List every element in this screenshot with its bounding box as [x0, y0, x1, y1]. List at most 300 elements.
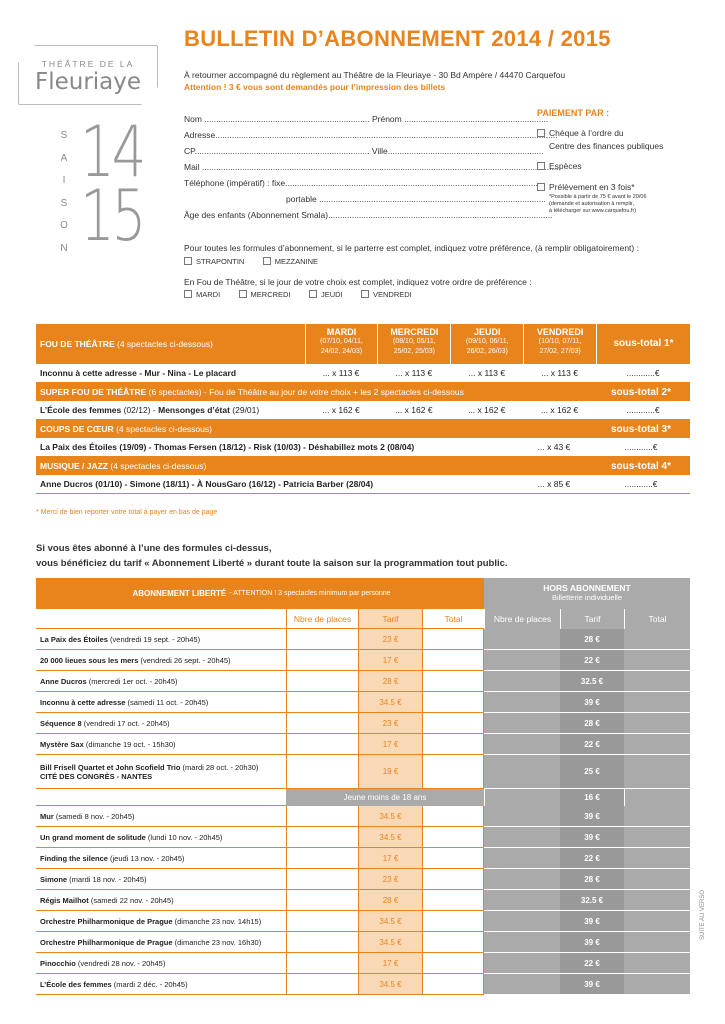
super-vendredi-qty[interactable]: ... x 162 € [540, 405, 579, 415]
prelevement-checkbox[interactable] [537, 183, 545, 191]
spectacle-cell [36, 974, 286, 995]
spectacle-cell [36, 911, 286, 932]
spectacle-cell [36, 713, 286, 734]
vendredi-label: VENDREDI [536, 327, 584, 337]
tarif-hors: 28 € [560, 629, 624, 650]
spectacle-date: (mercredi 1er oct. - 20h45) [86, 676, 178, 686]
saison-vertical [58, 125, 70, 260]
sous-total-3-label: sous-total 3* [610, 423, 671, 435]
hors-places-input[interactable] [484, 713, 560, 734]
coups-title-cell [36, 424, 592, 434]
day-label: MERCREDI [250, 290, 291, 299]
mardi-label: MARDI [326, 327, 357, 337]
hors-places-input[interactable] [484, 953, 560, 974]
tarif-liberte: 17 € [358, 734, 422, 755]
col-hors-total: Total [624, 609, 690, 629]
jeune-tarif: 16 € [560, 789, 624, 806]
mardi-checkbox[interactable] [184, 290, 192, 298]
tarif-hors: 22 € [560, 953, 624, 974]
table-row [36, 734, 690, 755]
sous-total-1-field[interactable]: ............€ [626, 368, 660, 378]
total-input[interactable] [422, 629, 484, 650]
places-input[interactable] [286, 806, 358, 827]
cp-field[interactable]: CP.......................................................................... Ville.................................................................. [184, 146, 544, 156]
saison-letter: N [60, 242, 68, 254]
mercredi-checkbox[interactable] [239, 290, 247, 298]
vendredi-header [523, 324, 596, 364]
spectacle-date: (mardi 2 déc. - 20h45) [111, 979, 188, 989]
portable-field[interactable]: portable ................................................................................................ [286, 194, 546, 204]
spectacle-name: Régis Mailhot [40, 895, 89, 905]
fou-mardi-qty[interactable]: ... x 113 € [322, 368, 360, 378]
spectacle-name: Inconnu à cette adresse [40, 697, 126, 707]
spectacle-name: Mur [40, 811, 54, 821]
tarif-liberte: 19 € [358, 755, 422, 789]
sous-total-3-field[interactable]: ............€ [624, 442, 658, 452]
mardi-dates-2: 24/02, 24/03) [320, 348, 363, 355]
tarif-hors: 39 € [560, 806, 624, 827]
spectacle-cell [36, 671, 286, 692]
col-hors-tarif: Tarif [560, 609, 624, 629]
day-option-vendredi[interactable] [361, 290, 412, 299]
musique-title: MUSIQUE / JAZZ [40, 461, 109, 471]
table-row [36, 671, 690, 692]
hors-total-input[interactable] [624, 806, 690, 827]
spectacle-cell [36, 953, 286, 974]
col-places: Nbre de places [286, 609, 358, 629]
spectacle-name: Anne Ducros [40, 676, 87, 686]
spectacle-name: L’École des femmes [40, 405, 122, 415]
total-input[interactable] [422, 890, 484, 911]
table-row [36, 869, 690, 890]
mezzanine-option[interactable] [263, 257, 318, 266]
super-fou-title: SUPER FOU DE THÉÂTRE [40, 387, 147, 397]
places-input[interactable] [286, 755, 358, 789]
hors-places-input[interactable] [484, 755, 560, 789]
day-option-mardi[interactable] [184, 290, 220, 299]
mercredi-label: MERCREDI [390, 327, 439, 337]
hors-places-input[interactable] [484, 734, 560, 755]
tarif-liberte: 34.5 € [358, 974, 422, 995]
fou-header-name [36, 339, 305, 349]
total-input[interactable] [422, 806, 484, 827]
table-row [36, 650, 690, 671]
tarif-hors: 25 € [560, 755, 624, 789]
jour-preference-text: En Fou de Théâtre, si le jour de votre choix est complet, indiquez votre ordre de préférence : [184, 277, 532, 287]
jeune-places-input[interactable] [484, 789, 560, 806]
tarif-liberte: 28 € [358, 671, 422, 692]
places-input[interactable] [286, 671, 358, 692]
table-row [36, 848, 690, 869]
musique-jazz-bar [36, 457, 690, 475]
tarif-liberte: 28 € [358, 890, 422, 911]
fou-spectacles: Inconnu à cette adresse - Mur - Nina - Le placard [40, 368, 237, 378]
col-total: Total [422, 609, 484, 629]
total-input[interactable] [422, 932, 484, 953]
prelevement-note: à télécharger sur www.carquefou.fr) [549, 208, 637, 214]
jeune-row [36, 789, 690, 806]
spectacle-date: (samedi 8 nov. - 20h45) [53, 811, 135, 821]
spectacle-date: (samedi 11 oct. - 20h45) [125, 697, 209, 707]
jeudi-checkbox[interactable] [309, 290, 317, 298]
hors-total-input[interactable] [624, 650, 690, 671]
spectacle-date: (dimanche 23 nov. 14h15) [172, 916, 262, 926]
fou-vendredi-qty[interactable]: ... x 113 € [541, 368, 578, 378]
hors-abonnement-header [484, 578, 690, 609]
super-fou-subtitle: (6 spectacles) - Fou de Théâtre au jour de votre choix + les 2 spectacles ci-dessous [148, 387, 464, 397]
strapontin-checkbox[interactable] [184, 257, 192, 265]
tarif-hors: 22 € [560, 734, 624, 755]
table-row [36, 692, 690, 713]
sous-total-2-label: sous-total 2* [610, 386, 671, 398]
coups-subtitle: (4 spectacles ci-dessous) [116, 424, 212, 434]
spectacle-venue: CITÉ DES CONGRÈS - NANTES [40, 771, 153, 781]
payment-title: PAIEMENT PAR : [537, 108, 610, 118]
sous-total-1-label: sous-total 1* [596, 324, 690, 364]
suite-au-verso: SUITE AU VERSO [700, 889, 706, 940]
formules-table [36, 324, 690, 494]
coups-qty[interactable]: ... x 43 € [537, 442, 571, 452]
places-input[interactable] [286, 869, 358, 890]
places-input[interactable] [286, 827, 358, 848]
places-input[interactable] [286, 890, 358, 911]
mardi-dates: (07/10, 04/11, [320, 338, 363, 345]
liberte-intro-2: vous bénéficiez du tarif « Abonnement Liberté » durant toute la saison sur la programmation tout public. [36, 558, 508, 569]
places-input[interactable] [286, 932, 358, 953]
musique-spectacles: Anne Ducros (01/10) - Simone (18/11) - À NousGaro (16/12) - Patricia Barber (28/04) [40, 479, 374, 489]
spectacle-date: (lundi 10 nov. - 20h45) [145, 832, 223, 842]
hors-total-input[interactable] [624, 974, 690, 995]
spectacle-cell [36, 629, 286, 650]
jeune-spacer [36, 789, 286, 806]
mezzanine-label: MEZZANINE [274, 257, 319, 266]
table-row [36, 713, 690, 734]
hors-places-input[interactable] [484, 869, 560, 890]
sous-total-4-field[interactable]: ............€ [624, 479, 658, 489]
logo-line2: Fleuriaye [34, 69, 142, 95]
coups-de-coeur-bar [36, 420, 690, 438]
spectacle-cell [36, 755, 286, 789]
spectacle-date: (dimanche 19 oct. - 15h30) [83, 739, 176, 749]
mercredi-dates: (08/10, 05/11, [392, 338, 436, 345]
hors-total-input[interactable] [624, 629, 690, 650]
hors-total-input[interactable] [624, 671, 690, 692]
spectacle-name: La Paix des Étoiles [40, 634, 108, 644]
fou-jeudi-qty[interactable]: ... x 113 € [468, 368, 506, 378]
telephone-field[interactable]: Téléphone (impératif) : fixe........................................................................................................... [184, 178, 538, 188]
total-input[interactable] [422, 755, 484, 789]
total-input[interactable] [422, 953, 484, 974]
fou-subtitle: (4 spectacles ci-dessous) [117, 339, 213, 349]
liberte-title: ABONNEMENT LIBERTÉ [132, 589, 227, 598]
tarif-hors: 28 € [560, 869, 624, 890]
spectacle-cell [36, 869, 286, 890]
table-row [36, 911, 690, 932]
hors-places-input[interactable] [484, 671, 560, 692]
liberte-subtitle: - ATTENTION ! 3 spectacles minimum par personne [229, 590, 391, 597]
places-input[interactable] [286, 629, 358, 650]
places-input[interactable] [286, 692, 358, 713]
table-row [36, 932, 690, 953]
table-row [36, 953, 690, 974]
hors-total-input[interactable] [624, 848, 690, 869]
intro-warning: Attention ! 3 € vous sont demandés pour l’impression des billets [184, 82, 446, 92]
jeudi-dates-2: 26/02, 26/03) [466, 348, 508, 355]
fou-row [36, 364, 690, 383]
table-row [36, 827, 690, 848]
spectacle-cell [36, 734, 286, 755]
payment-cheque[interactable] [537, 127, 663, 153]
places-input[interactable] [286, 974, 358, 995]
hors-places-input[interactable] [484, 974, 560, 995]
super-mercredi-qty[interactable]: ... x 162 € [395, 405, 433, 415]
tarif-liberte: 17 € [358, 848, 422, 869]
super-fou-spectacles [36, 405, 305, 415]
hors-subtitle: Billetterie individuelle [551, 593, 623, 602]
table-row [36, 890, 690, 911]
tarif-hors: 39 € [560, 974, 624, 995]
nom-field[interactable]: Nom ...................................................................... Prénom ............................................................. [184, 114, 549, 124]
tarif-hors: 22 € [560, 848, 624, 869]
mercredi-header [377, 324, 450, 364]
tarif-hors: 32.5 € [560, 890, 624, 911]
hors-places-input[interactable] [484, 629, 560, 650]
cheque-checkbox[interactable] [537, 129, 545, 137]
column-header-row [36, 609, 690, 629]
payment-prelevement[interactable] [537, 181, 647, 215]
strapontin-label: STRAPONTIN [196, 257, 245, 266]
parterre-options [184, 256, 334, 266]
spectacle-name: 20 000 lieues sous les mers [40, 655, 139, 665]
spectacle-date: (02/12) - [121, 405, 159, 415]
vendredi-checkbox[interactable] [361, 290, 369, 298]
day-label: VENDREDI [372, 290, 412, 299]
places-input[interactable] [286, 911, 358, 932]
jeune-total-input[interactable] [624, 789, 690, 806]
spectacle-cell [36, 890, 286, 911]
spectacle-cell [36, 806, 286, 827]
fou-header-row [36, 324, 690, 364]
total-input[interactable] [422, 848, 484, 869]
spectacle-cell [36, 692, 286, 713]
spectacle-date: (vendredi 17 oct. - 20h45) [81, 718, 170, 728]
payment-especes[interactable] [537, 160, 582, 173]
age-enfants-field[interactable]: Âge des enfants (Abonnement Smala)............................................................................................... [184, 210, 553, 220]
jeudi-label: JEUDI [473, 327, 501, 337]
mardi-header [305, 324, 378, 364]
especes-checkbox[interactable] [537, 162, 545, 170]
musique-subtitle: (4 spectacles ci-dessous) [110, 461, 207, 471]
spectacle-date: (jeudi 13 nov. - 20h45) [107, 853, 185, 863]
tarif-liberte: 23 € [358, 869, 422, 890]
hors-places-input[interactable] [484, 827, 560, 848]
prelevement-note: (demande et autorisation à remplir, [549, 201, 634, 207]
tarif-hors: 39 € [560, 911, 624, 932]
spectacle-name: Séquence 8 [40, 718, 82, 728]
saison-letter: S [60, 197, 68, 209]
strapontin-option[interactable] [184, 257, 244, 266]
day-option-jeudi[interactable] [309, 290, 343, 299]
spectacle-date: (mardi 18 nov. - 20h45) [67, 874, 147, 884]
tarif-liberte: 17 € [358, 953, 422, 974]
year-top: 14 [80, 111, 144, 193]
liberte-header [36, 578, 484, 609]
spectacle-cell [36, 932, 286, 953]
vendredi-dates: (10/10, 07/11, [538, 338, 582, 345]
col-hors-places: Nbre de places [484, 609, 560, 629]
season-years [80, 111, 144, 257]
saison-letter: O [60, 220, 68, 231]
logo-line1: THÉÂTRE DE LA [41, 59, 135, 69]
hors-total-input[interactable] [624, 713, 690, 734]
hors-places-input[interactable] [484, 890, 560, 911]
musique-title-cell [36, 461, 592, 471]
spectacle-name: Simone [40, 874, 68, 884]
hors-places-input[interactable] [484, 848, 560, 869]
spectacle-date: (29/01) [229, 405, 260, 415]
super-fou-bar [36, 383, 690, 401]
tarif-hors: 39 € [560, 827, 624, 848]
tarif-liberte: 34.5 € [358, 692, 422, 713]
tarif-hors: 28 € [560, 713, 624, 734]
total-input[interactable] [422, 869, 484, 890]
parterre-preference-text: Pour toutes les formules d’abonnement, si le parterre est complet, indiquez votre préférence, (à remplir obligatoirement) : [184, 243, 639, 253]
hors-total-input[interactable] [624, 953, 690, 974]
spectacle-date: (vendredi 19 sept. - 20h45) [107, 634, 201, 644]
tarif-liberte: 23 € [358, 629, 422, 650]
musique-qty[interactable]: ... x 85 € [537, 479, 571, 489]
liberte-intro-1: Si vous êtes abonné à l’une des formules ci-dessus, [36, 543, 272, 554]
day-label: JEUDI [320, 290, 343, 299]
tarif-hors: 39 € [560, 932, 624, 953]
total-input[interactable] [422, 692, 484, 713]
tarif-hors: 32.5 € [560, 671, 624, 692]
hors-places-input[interactable] [484, 650, 560, 671]
spectacle-date: (mardi 28 oct. - 20h30) [180, 762, 259, 772]
tarif-liberte: 34.5 € [358, 911, 422, 932]
theatre-logo [18, 45, 158, 105]
total-input[interactable] [422, 734, 484, 755]
saison-letter: I [62, 175, 66, 186]
spectacle-name: Mensonges d’état [158, 405, 230, 415]
hors-total-input[interactable] [624, 692, 690, 713]
places-input[interactable] [286, 650, 358, 671]
jeudi-header [450, 324, 523, 364]
total-input[interactable] [422, 911, 484, 932]
table-row [36, 806, 690, 827]
adresse-field[interactable]: Adresse................................................................................................................................................. [184, 130, 558, 140]
tarif-liberte: 34.5 € [358, 806, 422, 827]
prelevement-label: Prélèvement en 3 fois* [549, 182, 635, 192]
hors-places-input[interactable] [484, 806, 560, 827]
places-input[interactable] [286, 953, 358, 974]
total-input[interactable] [422, 650, 484, 671]
coups-spectacles: La Paix des Étoiles (19/09) - Thomas Fersen (18/12) - Risk (10/03) - Déshabillez mots 2 (08/04) [40, 442, 415, 452]
musique-row [36, 475, 690, 494]
table-row [36, 629, 690, 650]
saison-letter: A [60, 152, 68, 164]
tarif-liberte: 34.5 € [358, 932, 422, 953]
fou-mercredi-qty[interactable]: ... x 113 € [395, 368, 433, 378]
col-spectacle [36, 609, 286, 629]
hors-total-input[interactable] [624, 890, 690, 911]
day-label: MARDI [196, 290, 221, 299]
hors-places-input[interactable] [484, 932, 560, 953]
tarif-hors: 22 € [560, 650, 624, 671]
day-option-mercredi[interactable] [239, 290, 291, 299]
jeune-label: Jeune moins de 18 ans [286, 789, 484, 806]
spectacle-date: (vendredi 28 nov. - 20h45) [75, 958, 166, 968]
spectacle-name: Orchestre Philharmonique de Prague [40, 916, 173, 926]
hors-total-input[interactable] [624, 734, 690, 755]
sous-total-4-label: sous-total 4* [610, 460, 671, 472]
hors-total-input[interactable] [624, 755, 690, 789]
places-input[interactable] [286, 848, 358, 869]
hors-title: HORS ABONNEMENT [543, 583, 631, 593]
saison-letter: S [60, 130, 68, 141]
col-tarif: Tarif [358, 609, 422, 629]
total-input[interactable] [422, 713, 484, 734]
super-jeudi-qty[interactable]: ... x 162 € [468, 405, 506, 415]
cheque-label-2: Centre des finances publiques [549, 141, 664, 151]
super-fou-row [36, 401, 690, 420]
mercredi-dates-2: 25/02, 25/03) [393, 348, 435, 355]
page-title: BULLETIN D’ABONNEMENT 2014 / 2015 [184, 26, 611, 51]
spectacle-date: (vendredi 26 sept. - 20h45) [138, 655, 231, 665]
tarif-liberte: 34.5 € [358, 827, 422, 848]
mezzanine-checkbox[interactable] [263, 257, 271, 265]
especes-label: Espèces [549, 161, 582, 171]
hors-total-input[interactable] [624, 869, 690, 890]
hors-total-input[interactable] [624, 827, 690, 848]
hors-places-input[interactable] [484, 692, 560, 713]
total-input[interactable] [422, 974, 484, 995]
spectacle-cell [36, 827, 286, 848]
year-bottom: 15 [80, 175, 144, 257]
hors-total-input[interactable] [624, 932, 690, 953]
tarif-liberte: 17 € [358, 650, 422, 671]
total-input[interactable] [422, 671, 484, 692]
coups-row [36, 438, 690, 457]
spectacle-date: (dimanche 23 nov. 16h30) [172, 937, 262, 947]
spectacle-name: Finding the silence [40, 853, 108, 863]
sous-total-2-field[interactable]: ............€ [626, 405, 660, 415]
mail-field[interactable]: Mail ....................................................................................................................................................... [184, 162, 559, 172]
fou-title: FOU DE THÉÂTRE [40, 339, 115, 349]
super-fou-title-cell [36, 387, 592, 397]
places-input[interactable] [286, 713, 358, 734]
table-row [36, 974, 690, 995]
liberte-header-row [36, 578, 690, 609]
tarif-hors: 39 € [560, 692, 624, 713]
intro-text: À retourner accompagné du règlement au Théâtre de la Fleuriaye - 30 Bd Ampère / 44470 Carquefou [184, 70, 566, 80]
spectacle-name: Orchestre Philharmonique de Prague [40, 937, 173, 947]
hors-total-input[interactable] [624, 911, 690, 932]
total-input[interactable] [422, 827, 484, 848]
super-mardi-qty[interactable]: ... x 162 € [322, 405, 360, 415]
spectacle-name: Pinocchio [40, 958, 76, 968]
total-note: * Merci de bien reporter votre total à payer en bas de page [36, 509, 218, 516]
places-input[interactable] [286, 734, 358, 755]
liberte-table [36, 578, 690, 995]
spectacle-date: (samedi 22 nov. - 20h45) [88, 895, 174, 905]
prelevement-note: *Possible à partir de 75 € avant le 20/06 [549, 194, 647, 200]
hors-places-input[interactable] [484, 911, 560, 932]
liberte-rows [36, 629, 690, 995]
cheque-label: Chèque à l’ordre du [549, 128, 624, 138]
spectacle-name: L’École des femmes [40, 979, 112, 989]
spectacle-cell [36, 848, 286, 869]
